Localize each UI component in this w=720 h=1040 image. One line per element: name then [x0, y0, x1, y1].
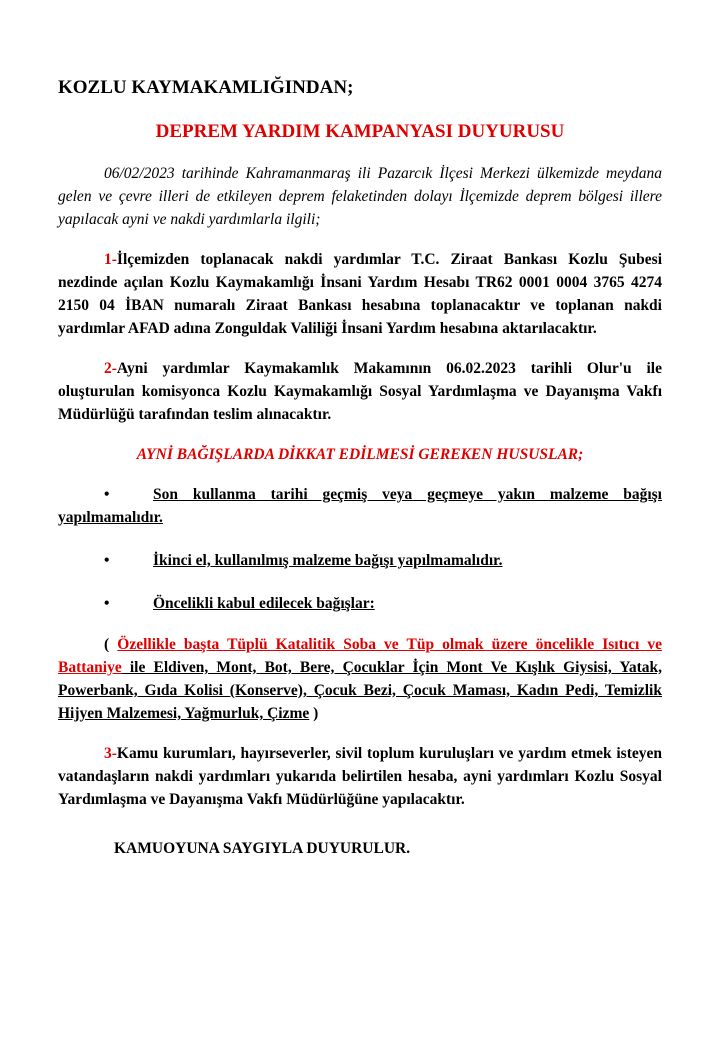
priority-close-paren: ) [309, 705, 319, 722]
item-1-number: 1- [104, 251, 117, 268]
item-3-text: Kamu kurumları, hayırseverler, sivil toplum kuruluşları ve yardım etmek isteyen vatandaşların nakdi yardımları yukarıda belirtilen hesaba, ayni yardımları Kozlu Sosyal Yardımlaşma ve Dayanışma Vakfı Müdürlüğüne yapılacaktır. [58, 745, 662, 808]
bullet-3-text: Öncelikli kabul edilecek bağışlar: [153, 595, 375, 612]
item-1-text: İlçemizden toplanacak nakdi yardımlar T.C. Ziraat Bankası Kozlu Şubesi nezdinde açılan Kozlu Kaymakamlığı İnsani Yardım Hesabı TR62 0001 0004 3765 4274 2150 04 İBAN numaralı Ziraat Bankası hesabına toplanacaktır ve toplanan nakdi yardımlar AFAD adına Zonguldak Valiliği İnsani Yardım hesabına aktarılacaktır. [58, 251, 662, 337]
item-2-number: 2- [104, 360, 117, 377]
announcement-title: DEPREM YARDIM KAMPANYASI DUYURUSU [155, 121, 565, 142]
bullet-1 [58, 483, 662, 529]
bullet-2-text: İkinci el, kullanılmış malzeme bağışı yapılmamalıdır. [153, 552, 503, 569]
priority-red-text: Özellikle başta Tüplü Katalitik Soba ve Tüp olmak üzere öncelikle Isıtıcı ve Battaniye [58, 636, 662, 676]
warning-heading: AYNİ BAĞIŞLARDA DİKKAT EDİLMESİ GEREKEN HUSUSLAR; [136, 446, 584, 463]
item-2-paragraph [58, 357, 662, 426]
announcement-body [58, 76, 662, 860]
priority-items-paragraph [58, 633, 662, 725]
issuer-heading: KOZLU KAYMAKAMLIĞINDAN; [58, 77, 354, 98]
bullet-1-text: Son kullanma tarihi geçmiş veya geçmeye yakın malzeme bağışı yapılmamalıdır. [58, 486, 662, 526]
bullet-3-marker: • [104, 595, 110, 612]
item-1-paragraph [58, 248, 662, 340]
bullet-2-marker: • [104, 552, 110, 569]
bullet-3 [58, 592, 662, 615]
intro-paragraph: 06/02/2023 tarihinde Kahramanmaraş ili Pazarcık İlçesi Merkezi ülkemizde meydana gelen ve çevre illeri de etkileyen deprem felaketinden dolayı İlçemizde deprem bölgesi illere yapılacak ayni ve nakdi yardımlarla ilgili; [58, 165, 662, 228]
item-3-number: 3- [104, 745, 117, 762]
closing-statement: KAMUOYUNA SAYGIYLA DUYURULUR. [114, 840, 411, 857]
bullet-1-marker: • [104, 486, 110, 503]
priority-open-paren: ( [104, 636, 118, 653]
item-2-text: Ayni yardımlar Kaymakamlık Makamının 06.02.2023 tarihli Olur'u ile oluşturulan komisyonca Kozlu Kaymakamlığı Sosyal Yardımlaşma ve Dayanışma Vakfı Müdürlüğü tarafından teslim alınacaktır. [58, 360, 662, 423]
priority-item-list: ile Eldiven, Mont, Bot, Bere, Çocuklar İçin Mont Ve Kışlık Giysisi, Yatak, Powerbank, Gıda Kolisi (Konserve), Çocuk Bezi, Çocuk Maması, Kadın Pedi, Temizlik Hijyen Malzemesi, Yağmurluk, Çizme [58, 659, 662, 722]
item-3-paragraph [58, 742, 662, 811]
bullet-2 [58, 549, 662, 572]
